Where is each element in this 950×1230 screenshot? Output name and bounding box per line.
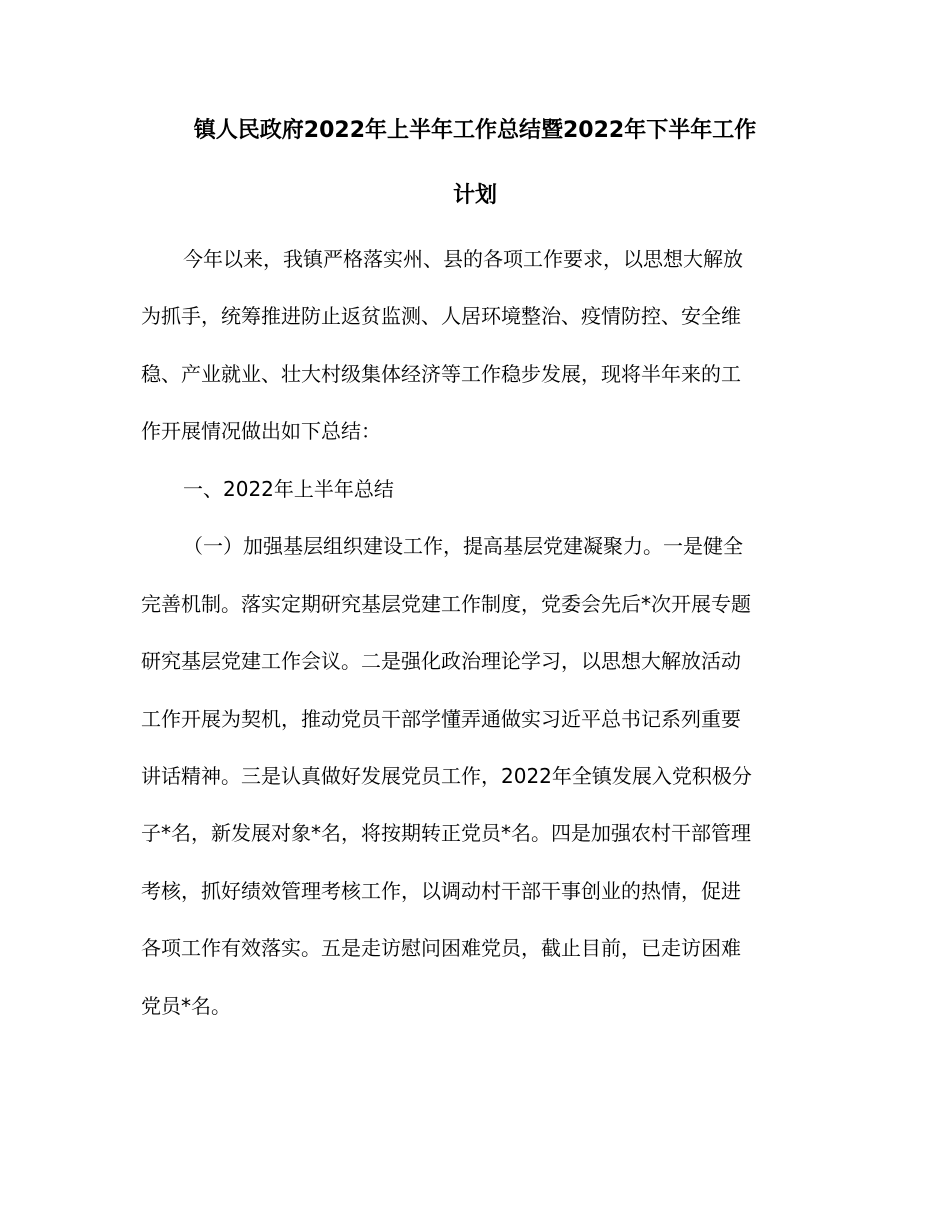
paragraph-line: 为抓手，统筹推进防止返贫监测、人居环境整治、疫情防控、安全维 bbox=[141, 304, 741, 328]
document-title-line-2: 计划 bbox=[452, 183, 497, 208]
paragraph-line: 完善机制。落实定期研究基层党建工作制度，党委会先后*次开展专题 bbox=[141, 592, 751, 616]
paragraph-line: 各项工作有效落实。五是走访慰问困难党员，截止目前，已走访困难 bbox=[141, 936, 741, 960]
paragraph-line: 子*名，新发展对象*名，将按期转正党员*名。四是加强农村干部管理 bbox=[141, 821, 751, 845]
document-title-line-1: 镇人民政府2022年上半年工作总结暨2022年下半年工作 bbox=[193, 118, 757, 143]
paragraph-line: 工作开展为契机，推动党员干部学懂弄通做实习近平总书记系列重要 bbox=[141, 707, 741, 731]
paragraph-line: 考核，抓好绩效管理考核工作，以调动村干部干事创业的热情，促进 bbox=[141, 879, 741, 903]
paragraph-line: 作开展情况做出如下总结： bbox=[141, 419, 381, 443]
paragraph-line: 讲话精神。三是认真做好发展党员工作，2022年全镇发展入党积极分 bbox=[141, 764, 752, 788]
paragraph-line: 党员*名。 bbox=[141, 994, 231, 1018]
paragraph-line: 稳、产业就业、壮大村级集体经济等工作稳步发展，现将半年来的工 bbox=[141, 362, 741, 386]
paragraph-line: 今年以来，我镇严格落实州、县的各项工作要求，以思想大解放 bbox=[183, 247, 743, 271]
paragraph-line: 研究基层党建工作会议。二是强化政治理论学习，以思想大解放活动 bbox=[141, 649, 741, 673]
section-heading: 一、2022年上半年总结 bbox=[183, 477, 394, 501]
paragraph-line: （一）加强基层组织建设工作，提高基层党建凝聚力。一是健全 bbox=[183, 534, 743, 558]
